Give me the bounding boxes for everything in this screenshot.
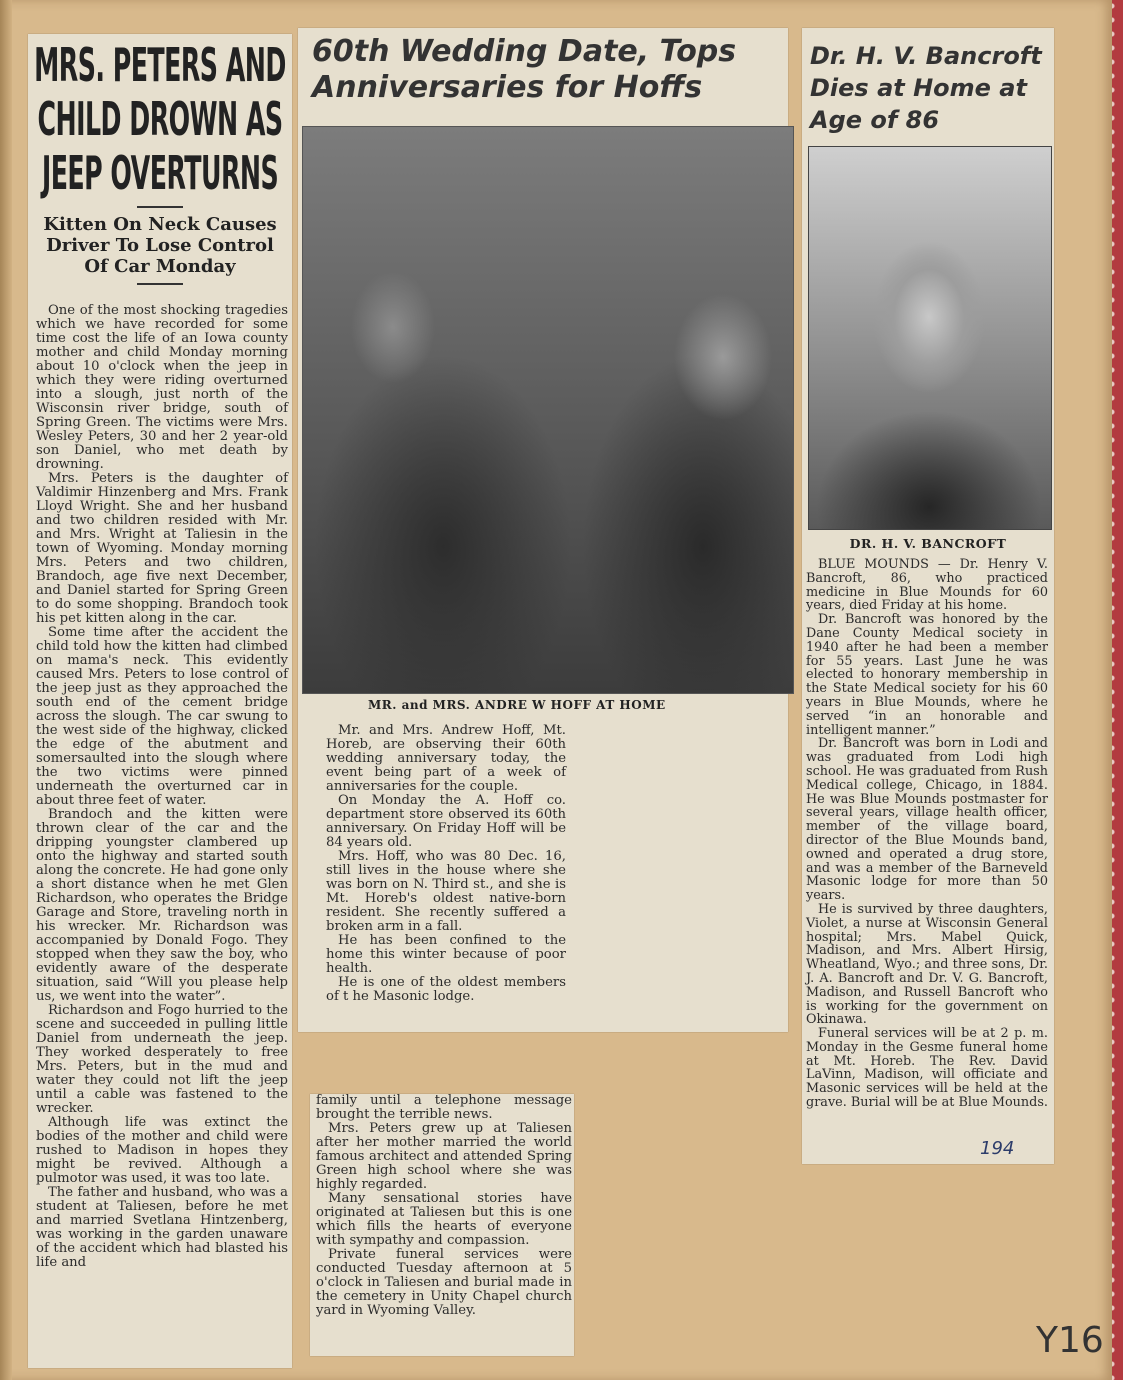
paragraph: BLUE MOUNDS — Dr. Henry V. Bancroft, 86, who practiced medicine in Blue Mounds for 60 years, died Friday at his home.: [806, 557, 1048, 614]
paragraph: He is one of the oldest members of t he Masonic lodge.: [326, 975, 566, 1004]
headline-hoff: 60th Wedding Date, Tops Anniversaries for Hoffs: [312, 34, 737, 105]
photo-bancroft-portrait: [808, 146, 1052, 530]
headline-peters: MRS. PETERS AND CHILD DROWN AS JEEP OVERTURNS: [34, 38, 286, 200]
paragraph: Funeral services will be at 2 p. m. Monday in the Gesme funeral home at Mt. Horeb. The Rev. David LaVinn, Madison, will officiate and Masonic services will be held at the grave. Burial will be at Blue Mounds.: [806, 1026, 1048, 1111]
photo-caption-bancroft: DR. H. V. BANCROFT: [849, 536, 1007, 551]
paragraph: He has been confined to the home this winter because of poor health.: [326, 933, 566, 976]
subhead-peters: Kitten On Neck Causes Driver To Lose Control Of Car Monday: [43, 214, 277, 277]
paragraph: Mrs. Peters grew up at Taliesen after her mother married the world famous architect and attended Spring Green high school where she was highly regarded.: [316, 1121, 572, 1192]
paragraph: On Monday the A. Hoff co. department store observed its 60th anniversary. On Friday Hoff will be 84 years old.: [326, 793, 566, 850]
photo-hoff-couple: [302, 126, 794, 694]
paragraph: Many sensational stories have originated at Taliesen but this is one which fills the hearts of everyone with sympathy and compassion.: [316, 1191, 572, 1248]
article-body-peters: [36, 304, 288, 1270]
paragraph: family until a telephone message brought the terrible news.: [316, 1093, 572, 1122]
handwritten-year: 194: [980, 1138, 1015, 1159]
headline-bancroft: Dr. H. V. Bancroft Dies at Home at Age of 86: [810, 42, 1042, 134]
paragraph: Brandoch and the kitten were thrown clear of the car and the dripping youngster clambered up onto the highway and started south along the concrete. He had gone only a short distance when he met Glen Richardson, who operates the Bridge Garage and Store, traveling north in his wrecker. Mr. Richardson was accompanied by Donald Fogo. They stopped when they saw the boy, who evidently aware of the desperate situation, said “Will you please help us, we went into the water”.: [36, 807, 288, 1004]
divider: [137, 283, 183, 285]
paragraph: Mr. and Mrs. Andrew Hoff, Mt. Horeb, are observing their 60th wedding anniversary today, the event being part of a week of anniversaries for the couple.: [326, 723, 566, 794]
paragraph: Dr. Bancroft was born in Lodi and was graduated from Lodi high school. He was graduated from Rush Medical college, Chicago, in 1884. He was Blue Mounds postmaster for several years, village health officer, member of the village board, director of the Blue Mounds band, owned and operated a drug store, and was a member of the Barneveld Masonic lodge for more than 50 years.: [806, 736, 1048, 904]
paragraph: Mrs. Peters is the daughter of Valdimir Hinzenberg and Mrs. Frank Lloyd Wright. She and her husband and two children resided with Mr. and Mrs. Wright at Taliesin in the town of Wyoming. Monday morning Mrs. Peters and two children, Brandoch, age five next December, and Daniel started for Spring Green to do some shopping. Brandoch took his pet kitten along in the car.: [36, 471, 288, 626]
article-body-hoff: [326, 724, 566, 1004]
paragraph: Although life was extinct the bodies of the mother and child were rushed to Madison in hopes they might be revived. Although a pulmotor was used, it was too late.: [36, 1115, 288, 1186]
clipping-bancroft-obituary: [802, 28, 1054, 1164]
paragraph: One of the most shocking tragedies which we have recorded for some time cost the life of an Iowa county mother and child Monday morning about 10 o'clock when the jeep in which they were riding overturned into a slough, just north of the Wisconsin river bridge, south of Spring Green. The victims were Mrs. Wesley Peters, 30 and her 2 year-old son Daniel, who met death by drowning.: [36, 303, 288, 472]
paragraph: Mrs. Hoff, who was 80 Dec. 16, still lives in the house where she was born on N. Third st., and she is Mt. Horeb's oldest native-born resident. She recently suffered a broken arm in a fall.: [326, 849, 566, 934]
paragraph: The father and husband, who was a student at Taliesen, before he met and married Svetlana Hintzenberg, was working in the garden unaware of the accident which had blasted his life and: [36, 1185, 288, 1270]
clipping-peters-drowning: [28, 34, 292, 1368]
photo-caption-hoff: MR. and MRS. ANDRE W HOFF AT HOME: [368, 698, 666, 712]
paragraph: Dr. Bancroft was honored by the Dane County Medical society in 1940 after he had been a member for 55 years. Last June he was elected to honorary membership in the State Medical society for his 60 years in Blue Mounds, where he served “in an honorable and intelligent manner.”: [806, 612, 1048, 738]
paragraph: Private funeral services were conducted Tuesday afternoon at 5 o'clock in Taliesen and burial made in the cemetery in Unity Chapel church yard in Wyoming Valley.: [316, 1247, 572, 1318]
divider: [137, 206, 183, 208]
paragraph: Richardson and Fogo hurried to the scene and succeeded in pulling little Daniel from underneath the jeep. They worked desperately to free Mrs. Peters, but in the mud and water they could not lift the jeep until a cable was fastened to the wrecker.: [36, 1003, 288, 1116]
article-body-continued: [316, 1094, 572, 1318]
paragraph: Some time after the accident the child told how the kitten had climbed on mama's neck. This evidently caused Mrs. Peters to lose control of the jeep just as they approached the south end of the cement bridge across the slough. The car swung to the west side of the highway, clicked the edge of the abutment and somersaulted into the slough where the two victims were pinned underneath the overturned car in about three feet of water.: [36, 625, 288, 808]
handwritten-page-number: Y16: [1036, 1320, 1104, 1361]
paragraph: He is survived by three daughters, Violet, a nurse at Wisconsin General hospital; Mrs. Mabel Quick, Madison, and Mrs. Albert Hirsig, Wheatland, Wyo.; and three sons, Dr. J. A. Bancroft and Dr. V. G. Bancroft, Madison, and Russell Bancroft who is working for the government on Okinawa.: [806, 901, 1048, 1028]
page-binding-edge: [0, 0, 12, 1380]
clipping-peters-continued: [310, 1094, 574, 1356]
article-body-bancroft: [806, 558, 1048, 1110]
clipping-hoff-anniversary: [298, 28, 788, 1032]
